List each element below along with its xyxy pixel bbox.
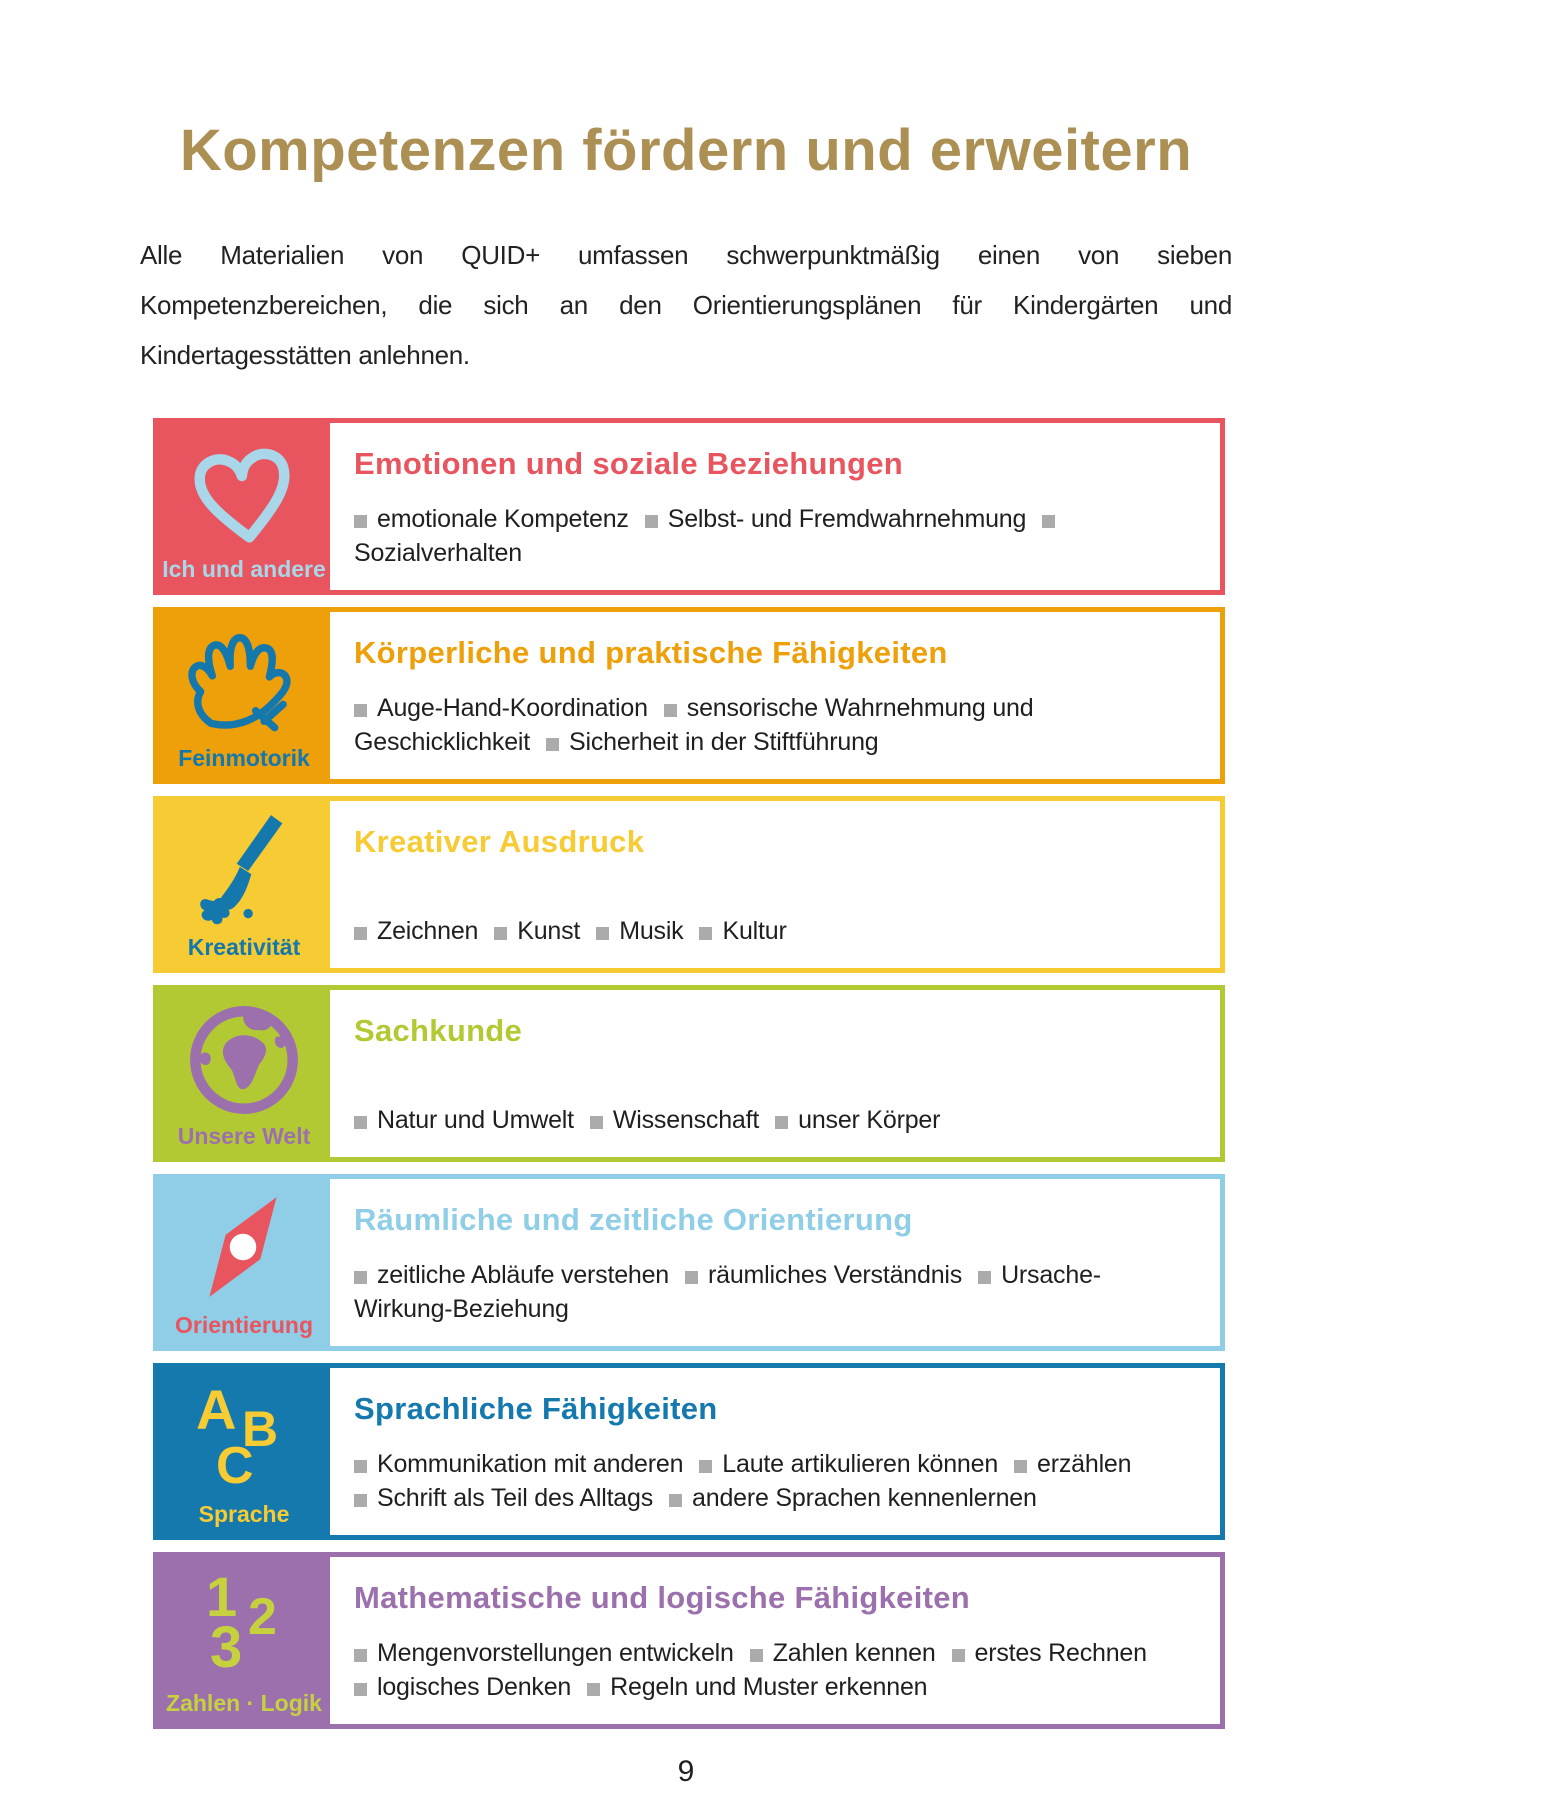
- competency-box-7: [153, 1552, 1225, 1729]
- bullet-square-icon: [354, 704, 367, 717]
- competency-box-3: [153, 796, 1225, 973]
- bullet-square-icon: [354, 1271, 367, 1284]
- icon-cell: [158, 801, 330, 968]
- bullet-square-icon: [685, 1271, 698, 1284]
- bullet-item: [775, 1106, 940, 1134]
- icon-cell: [158, 1179, 330, 1346]
- bullet-text: Zahlen kennen: [772, 1639, 936, 1667]
- icon-cell: [158, 423, 330, 590]
- bullet-item: [354, 1450, 683, 1478]
- bullet-list: [354, 914, 1166, 948]
- icon-label: Sprache: [198, 1501, 290, 1527]
- box-content: [330, 1179, 1220, 1346]
- box-content: [330, 990, 1220, 1157]
- bullet-square-icon: [546, 738, 559, 751]
- bullet-square-icon: [664, 704, 677, 717]
- icon-cell: [158, 990, 330, 1157]
- bullet-text: Kommunikation mit anderen: [377, 1450, 684, 1478]
- bullet-square-icon: [354, 1683, 367, 1696]
- bullet-list: [354, 1103, 1166, 1137]
- bullet-square-icon: [587, 1683, 600, 1696]
- bullet-item: [354, 1261, 669, 1289]
- bullet-text: Laute artikulieren können: [722, 1450, 999, 1478]
- bullet-text: Kultur: [722, 917, 787, 945]
- bullet-item: [354, 505, 629, 533]
- bullet-text: Sicherheit in der Stiftführung: [569, 728, 879, 756]
- bullet-text: Regeln und Muster erkennen: [610, 1673, 928, 1701]
- bullet-item: [354, 1673, 571, 1701]
- abc-icon: A B C: [196, 1378, 279, 1495]
- bullet-square-icon: [750, 1649, 763, 1662]
- bullet-square-icon: [596, 927, 609, 940]
- bullet-square-icon: [978, 1271, 991, 1284]
- bullet-square-icon: [699, 1460, 712, 1473]
- bullet-item: [354, 1484, 653, 1512]
- bullet-item: [590, 1106, 759, 1134]
- bullet-item: [699, 1450, 998, 1478]
- icon-holder: [184, 435, 304, 547]
- bullet-text: Musik: [619, 917, 684, 945]
- bullet-list: [354, 1447, 1166, 1515]
- icon-label: Zahlen · Logik: [166, 1690, 322, 1716]
- icon-holder: [192, 813, 296, 927]
- bullet-text: emotionale Kompetenz: [377, 505, 629, 533]
- box-content: [330, 423, 1220, 590]
- bullet-item: [354, 1106, 574, 1134]
- bullet-square-icon: [952, 1649, 965, 1662]
- bullet-text: erzählen: [1037, 1450, 1132, 1478]
- box-title: Kreativer Ausdruck: [354, 824, 645, 859]
- competency-list: [153, 418, 1225, 1729]
- bullet-item: [596, 917, 683, 945]
- bullet-item: [354, 917, 478, 945]
- bullet-text: logisches Denken: [377, 1673, 572, 1701]
- bullet-item: [354, 1639, 734, 1667]
- bullet-square-icon: [494, 927, 507, 940]
- bullet-square-icon: [699, 927, 712, 940]
- box-content: [330, 1368, 1220, 1535]
- box-title: Emotionen und soziale Beziehungen: [354, 446, 903, 481]
- compass-icon: [193, 1191, 295, 1303]
- content-column: [140, 0, 1232, 1789]
- competency-box-5: [153, 1174, 1225, 1351]
- icon-holder: [186, 1378, 302, 1495]
- bullet-list: [354, 1636, 1166, 1704]
- competency-box-2: [153, 607, 1225, 784]
- bullet-text: andere Sprachen kennenlernen: [692, 1484, 1037, 1512]
- icon-cell: [158, 612, 330, 779]
- icon-label: Ich und andere: [162, 556, 326, 582]
- box-title: Mathematische und logische Fähigkeiten: [354, 1580, 971, 1615]
- box-title: Räumliche und zeitliche Orientierung: [354, 1202, 913, 1237]
- bullet-square-icon: [1014, 1460, 1027, 1473]
- bullet-square-icon: [354, 1494, 367, 1507]
- bullet-text: Kunst: [517, 917, 581, 945]
- box-content: [330, 801, 1220, 968]
- heart-icon: [184, 435, 304, 547]
- icon-label: Kreativität: [187, 934, 301, 960]
- icon-label: Unsere Welt: [177, 1123, 311, 1149]
- bullet-text: Ursache-Wirkung-Beziehung: [354, 1261, 1101, 1323]
- icon-holder: [193, 1191, 295, 1303]
- bullet-square-icon: [1042, 515, 1055, 528]
- bullet-item: [645, 505, 1026, 533]
- bullet-square-icon: [354, 1116, 367, 1129]
- bullet-item: [494, 917, 580, 945]
- bullet-square-icon: [645, 515, 658, 528]
- numbers-icon: 1 2 3: [206, 1565, 277, 1680]
- bullet-item: [587, 1673, 927, 1701]
- bullet-square-icon: [354, 1460, 367, 1473]
- box-title: Sachkunde: [354, 1013, 523, 1048]
- competency-box-6: [153, 1363, 1225, 1540]
- icon-holder: [186, 1002, 302, 1118]
- bullet-list: [354, 691, 1166, 759]
- bullet-list: [354, 1258, 1166, 1326]
- bullet-text: Auge-Hand-Koordination: [377, 694, 648, 722]
- competency-box-4: [153, 985, 1225, 1162]
- bullet-text: erstes Rechnen: [974, 1639, 1147, 1667]
- bullet-text: unser Körper: [798, 1106, 941, 1134]
- bullet-text: räumliches Verständnis: [708, 1261, 963, 1289]
- competency-box-1: [153, 418, 1225, 595]
- bullet-item: [685, 1261, 962, 1289]
- bullet-text: zeitliche Abläufe verstehen: [377, 1261, 670, 1289]
- icon-holder: [186, 1565, 302, 1681]
- bullet-item: [354, 694, 648, 722]
- bullet-text: Wissenschaft: [612, 1106, 760, 1134]
- bullet-text: Schrift als Teil des Alltags: [377, 1484, 654, 1512]
- paintbrush-icon: [192, 813, 296, 927]
- bullet-square-icon: [775, 1116, 788, 1129]
- icon-label: Feinmotorik: [178, 745, 310, 771]
- bullet-text: sensorische Wahrnehmung und Geschicklichkeit: [354, 694, 1034, 756]
- icon-cell: [158, 1368, 330, 1535]
- bullet-square-icon: [354, 927, 367, 940]
- bullet-square-icon: [590, 1116, 603, 1129]
- bullet-text: Zeichnen: [377, 917, 479, 945]
- box-content: [330, 1557, 1220, 1724]
- bullet-item: [546, 728, 878, 756]
- bullet-list: [354, 502, 1166, 570]
- intro-paragraph: Alle Materialien von QUID+ umfassen schwerpunktmäßig einen von sieben Kompetenzbereichen, die sich an den Orientierungsplänen für Kindergärten und Kindertagesstätten anlehnen.: [140, 240, 1232, 370]
- bullet-square-icon: [669, 1494, 682, 1507]
- bullet-item: [1014, 1450, 1131, 1478]
- box-title: Körperliche und praktische Fähigkeiten: [354, 635, 948, 670]
- bullet-text: Natur und Umwelt: [377, 1106, 574, 1134]
- hand-icon: [185, 624, 303, 734]
- bullet-square-icon: [354, 515, 367, 528]
- box-content: [330, 612, 1220, 779]
- icon-label: Orientierung: [174, 1312, 313, 1338]
- icon-holder: [185, 624, 303, 734]
- bullet-square-icon: [354, 1649, 367, 1662]
- bullet-item: [952, 1639, 1147, 1667]
- bullet-item: [669, 1484, 1037, 1512]
- page-title: Kompetenzen fördern und erweitern: [179, 118, 1193, 183]
- icon-cell: [158, 1557, 330, 1724]
- bullet-text: Sozialverhalten: [354, 539, 522, 567]
- box-title: Sprachliche Fähigkeiten: [354, 1391, 718, 1426]
- bullet-text: Mengenvorstellungen entwickeln: [377, 1639, 734, 1667]
- bullet-item: [699, 917, 786, 945]
- bullet-text: Selbst- und Fremdwahrnehmung: [667, 505, 1027, 533]
- bullet-item: [750, 1639, 936, 1667]
- page-number: 9: [677, 1755, 695, 1788]
- globe-icon: [186, 1002, 302, 1118]
